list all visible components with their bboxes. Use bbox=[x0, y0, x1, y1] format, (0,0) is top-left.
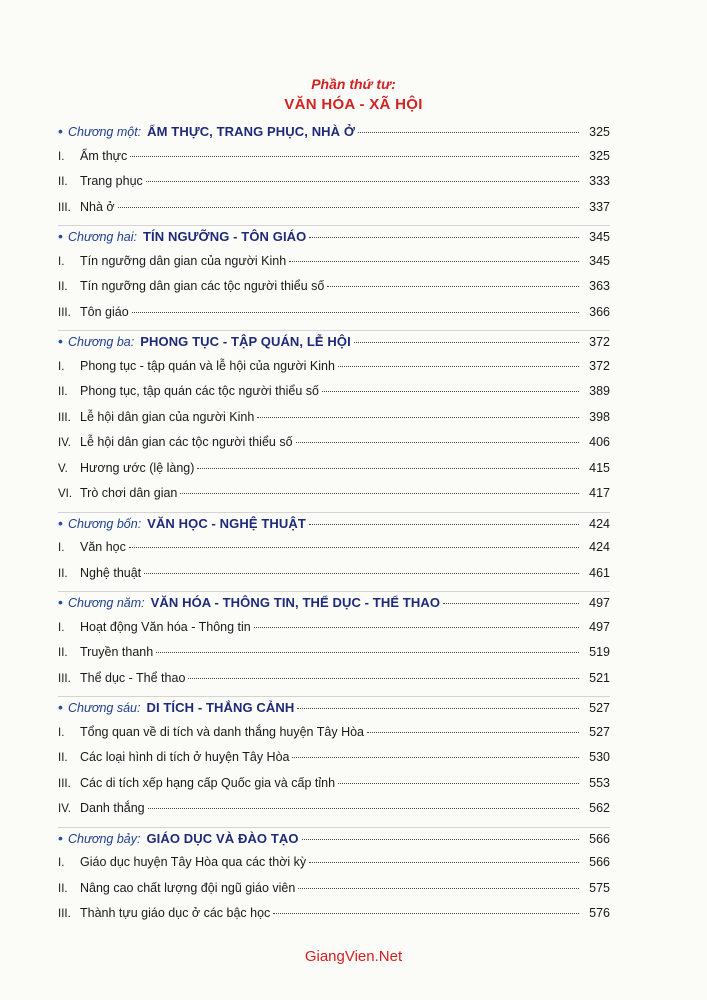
section-title: Phong tục, tập quán các tộc người thiểu số bbox=[80, 384, 319, 398]
page-number: 372 bbox=[589, 358, 610, 373]
section-entry[interactable] bbox=[58, 174, 610, 200]
section-title: Tín ngưỡng dân gian của người Kinh bbox=[80, 253, 287, 268]
page-number: 345 bbox=[589, 253, 610, 268]
page-number: 519 bbox=[589, 645, 610, 659]
page-number: 424 bbox=[589, 540, 610, 554]
section-number: IV. bbox=[58, 437, 72, 449]
page-number: 398 bbox=[589, 409, 610, 424]
dot-leader bbox=[254, 627, 579, 628]
dot-leader bbox=[309, 237, 579, 238]
part-title: VĂN HÓA - XÃ HỘI bbox=[284, 96, 423, 113]
dot-leader bbox=[309, 524, 579, 525]
page-number: 553 bbox=[589, 775, 610, 790]
bullet-icon: • bbox=[58, 333, 63, 349]
dot-leader bbox=[338, 783, 579, 784]
section-title: Lễ hội dân gian các tộc người thiểu số bbox=[80, 435, 293, 449]
section-number: I. bbox=[58, 360, 65, 373]
dot-leader bbox=[273, 913, 579, 914]
bullet-icon: • bbox=[58, 594, 63, 610]
chapter-prefix: Chương sáu: bbox=[68, 701, 141, 715]
section-title: Thể dục - Thể thao bbox=[80, 670, 186, 685]
section-entry[interactable] bbox=[58, 384, 610, 410]
dot-leader bbox=[188, 678, 579, 679]
section-number: III. bbox=[58, 908, 71, 920]
section-entry[interactable] bbox=[58, 540, 610, 566]
bullet-icon: • bbox=[58, 123, 63, 139]
chapter-prefix: Chương bốn: bbox=[68, 516, 142, 531]
watermark-text: GiangVien.Net bbox=[304, 948, 403, 965]
part-header bbox=[0, 76, 707, 113]
dot-leader bbox=[257, 417, 579, 418]
chapter-title: PHONG TỤC - TẬP QUÁN, LỄ HỘI bbox=[140, 334, 351, 349]
chapter-entry[interactable] bbox=[58, 228, 610, 254]
chapter-prefix: Chương ba: bbox=[68, 335, 135, 349]
chapter-entry[interactable] bbox=[58, 515, 610, 541]
page-number: 562 bbox=[589, 801, 610, 815]
dot-leader bbox=[327, 286, 579, 287]
section-entry[interactable] bbox=[58, 566, 610, 592]
page-number: 566 bbox=[589, 855, 610, 869]
section-entry[interactable] bbox=[58, 359, 610, 385]
section-title: Tôn giáo bbox=[80, 304, 129, 319]
section-number: VI. bbox=[58, 488, 73, 500]
section-number: III. bbox=[58, 777, 71, 790]
page-number: 406 bbox=[589, 435, 610, 449]
dot-leader bbox=[292, 757, 579, 758]
chapter-entry[interactable] bbox=[58, 699, 610, 725]
section-title: Các loại hình di tích ở huyện Tây Hòa bbox=[80, 750, 290, 764]
section-title: Phong tục - tập quán và lễ hội của người Kinh bbox=[80, 358, 335, 373]
page-number: 521 bbox=[589, 670, 610, 685]
dot-leader bbox=[156, 652, 579, 653]
section-title: Trò chơi dân gian bbox=[80, 486, 178, 500]
page-number: 337 bbox=[589, 199, 610, 214]
page-number: 497 bbox=[589, 619, 610, 634]
page-number: 530 bbox=[589, 750, 610, 764]
section-title: Ẩm thực bbox=[80, 148, 128, 163]
section-entry[interactable] bbox=[58, 750, 610, 776]
section-number: I. bbox=[58, 150, 65, 163]
chapter-group bbox=[58, 512, 610, 592]
section-number: V. bbox=[58, 462, 68, 475]
dot-leader bbox=[118, 207, 579, 208]
chapter-title: GIÁO DỤC VÀ ĐÀO TẠO bbox=[146, 830, 299, 846]
section-number: II. bbox=[58, 386, 68, 398]
section-number: I. bbox=[58, 857, 65, 869]
page-number: 527 bbox=[589, 724, 610, 739]
bullet-icon: • bbox=[58, 514, 63, 531]
section-title: Hoạt động Văn hóa - Thông tin bbox=[80, 619, 251, 634]
dot-leader bbox=[148, 808, 579, 809]
dot-leader bbox=[322, 391, 579, 392]
chapter-prefix: Chương bảy: bbox=[68, 831, 141, 846]
page-number: 424 bbox=[589, 516, 610, 531]
chapter-group bbox=[58, 591, 610, 696]
section-number: I. bbox=[58, 726, 65, 739]
section-number: III. bbox=[58, 672, 71, 685]
page-number: 325 bbox=[589, 125, 610, 139]
section-entry[interactable] bbox=[58, 645, 610, 671]
section-entry[interactable] bbox=[58, 254, 610, 280]
dot-leader bbox=[296, 442, 579, 443]
section-entry[interactable] bbox=[58, 801, 610, 827]
section-entry[interactable] bbox=[58, 881, 610, 907]
table-of-contents bbox=[58, 121, 610, 932]
bullet-icon: • bbox=[58, 829, 63, 846]
section-number: I. bbox=[58, 542, 65, 554]
page-number: 415 bbox=[589, 460, 610, 475]
dot-leader bbox=[197, 468, 579, 469]
dot-leader bbox=[443, 603, 579, 604]
chapter-group bbox=[58, 121, 610, 225]
dot-leader bbox=[146, 181, 579, 182]
page-number: 372 bbox=[589, 335, 610, 349]
section-number: I. bbox=[58, 255, 65, 268]
section-title: Truyền thanh bbox=[80, 645, 154, 659]
chapter-entry[interactable] bbox=[58, 594, 610, 620]
section-title: Nâng cao chất lượng đội ngũ giáo viên bbox=[80, 880, 296, 895]
chapter-group bbox=[58, 225, 610, 330]
section-title: Nghệ thuật bbox=[80, 565, 142, 580]
section-number: II. bbox=[58, 176, 68, 188]
section-number: II. bbox=[58, 752, 68, 764]
section-title: Tín ngưỡng dân gian các tộc người thiểu số bbox=[80, 279, 325, 293]
section-entry[interactable] bbox=[58, 279, 610, 305]
dot-leader bbox=[309, 862, 579, 863]
section-title: Lễ hội dân gian của người Kinh bbox=[80, 409, 255, 424]
dot-leader bbox=[289, 261, 579, 262]
section-number: III. bbox=[58, 306, 71, 319]
section-entry[interactable] bbox=[58, 486, 610, 512]
bullet-icon: • bbox=[58, 699, 63, 715]
part-label: Phần thứ tư: bbox=[311, 76, 396, 92]
section-entry[interactable] bbox=[58, 149, 610, 175]
section-number: II. bbox=[58, 567, 68, 580]
dot-leader bbox=[354, 342, 579, 343]
chapter-title: DI TÍCH - THẮNG CẢNH bbox=[146, 700, 295, 715]
page-number: 333 bbox=[589, 174, 610, 188]
section-entry[interactable] bbox=[58, 410, 610, 436]
page-number: 363 bbox=[589, 279, 610, 293]
dot-leader bbox=[144, 573, 579, 574]
section-number: IV. bbox=[58, 803, 72, 815]
chapter-title: ẨM THỰC, TRANG PHỤC, NHÀ Ở bbox=[147, 124, 356, 139]
section-entry[interactable] bbox=[58, 671, 610, 697]
section-title: Hương ước (lệ làng) bbox=[80, 460, 195, 475]
section-entry[interactable] bbox=[58, 305, 610, 331]
section-number: III. bbox=[58, 411, 71, 424]
section-title: Nhà ở bbox=[80, 199, 115, 214]
chapter-prefix: Chương năm: bbox=[68, 596, 145, 610]
dot-leader bbox=[298, 888, 579, 889]
section-entry[interactable] bbox=[58, 620, 610, 646]
chapter-entry[interactable] bbox=[58, 333, 610, 359]
section-title: Danh thắng bbox=[80, 801, 145, 815]
page-number: 345 bbox=[589, 230, 610, 244]
bullet-icon: • bbox=[58, 228, 63, 244]
section-entry[interactable] bbox=[58, 725, 610, 751]
page-number: 366 bbox=[589, 304, 610, 319]
section-title: Giáo dục huyện Tây Hòa qua các thời kỳ bbox=[80, 855, 307, 869]
dot-leader bbox=[132, 312, 579, 313]
section-entry[interactable] bbox=[58, 906, 610, 932]
section-entry[interactable] bbox=[58, 435, 610, 461]
dot-leader bbox=[130, 156, 579, 157]
section-number: II. bbox=[58, 882, 68, 895]
dot-leader bbox=[129, 547, 579, 548]
section-title: Các di tích xếp hạng cấp Quốc gia và cấp tỉnh bbox=[80, 775, 336, 790]
chapter-title: VĂN HỌC - NGHỆ THUẬT bbox=[147, 515, 306, 531]
section-title: Trang phục bbox=[80, 174, 143, 188]
section-entry[interactable] bbox=[58, 776, 610, 802]
dot-leader bbox=[358, 132, 579, 133]
chapter-title: TÍN NGƯỠNG - TÔN GIÁO bbox=[143, 229, 307, 244]
dot-leader bbox=[338, 366, 579, 367]
dot-leader bbox=[367, 732, 579, 733]
chapter-title: VĂN HÓA - THÔNG TIN, THỂ DỤC - THỂ THAO bbox=[150, 595, 441, 610]
page-number: 417 bbox=[589, 486, 610, 500]
page-number: 497 bbox=[589, 596, 610, 610]
section-entry[interactable] bbox=[58, 855, 610, 881]
chapter-prefix: Chương hai: bbox=[68, 230, 137, 244]
chapter-group bbox=[58, 696, 610, 827]
dot-leader bbox=[180, 493, 579, 494]
page-number: 389 bbox=[589, 384, 610, 398]
section-title: Tổng quan về di tích và danh thắng huyện Tây Hòa bbox=[80, 724, 364, 739]
page-number: 527 bbox=[589, 701, 610, 715]
page-number: 575 bbox=[589, 880, 610, 895]
chapter-group bbox=[58, 827, 610, 932]
section-entry[interactable] bbox=[58, 461, 610, 487]
chapter-entry[interactable] bbox=[58, 830, 610, 856]
dot-leader bbox=[302, 839, 579, 840]
page-number: 461 bbox=[589, 565, 610, 580]
section-entry[interactable] bbox=[58, 200, 610, 226]
chapter-entry[interactable] bbox=[58, 123, 610, 149]
section-number: III. bbox=[58, 201, 71, 214]
section-title: Văn học bbox=[80, 540, 126, 554]
section-number: II. bbox=[58, 647, 68, 659]
dot-leader bbox=[297, 708, 579, 709]
chapter-group bbox=[58, 330, 610, 512]
page-number: 566 bbox=[589, 831, 610, 846]
page-number: 325 bbox=[589, 148, 610, 163]
section-title: Thành tựu giáo dục ở các bậc học bbox=[80, 906, 271, 920]
section-number: I. bbox=[58, 621, 65, 634]
page-number: 576 bbox=[589, 906, 610, 920]
section-number: II. bbox=[58, 281, 68, 293]
chapter-prefix: Chương một: bbox=[68, 125, 142, 139]
